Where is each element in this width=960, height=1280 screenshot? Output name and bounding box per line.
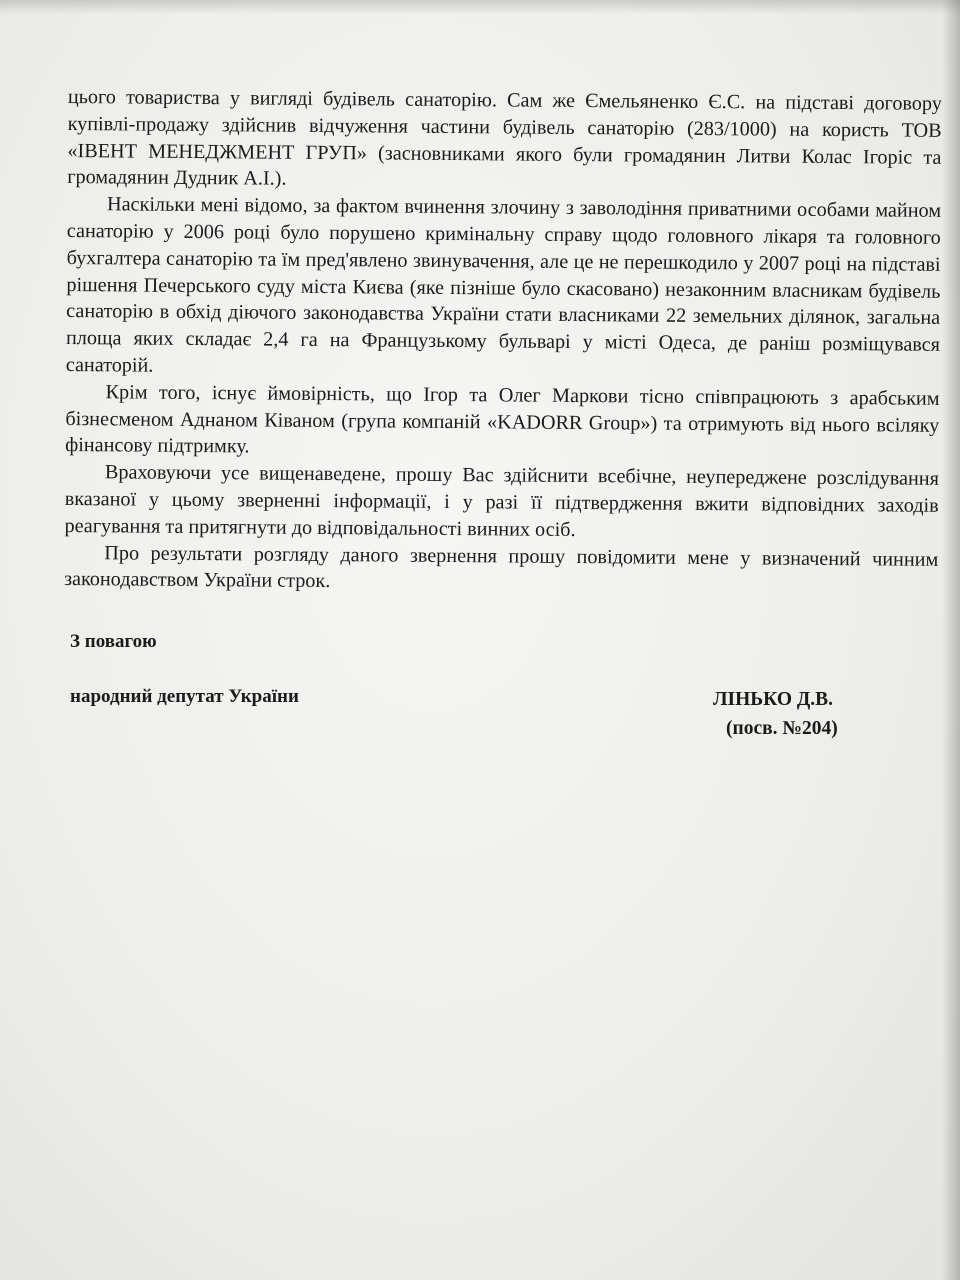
paragraph-continuation: цього товариства у вигляді будівель санаторію. Сам же Ємельяненко Є.С. на підставі договору купівлі-продажу здійснив відчуження частини будівель санаторію (283/1000) на користь ТОВ «ІВЕНТ МЕНЕДЖМЕНТ ГРУП» (засновниками якого були громадянин Литви Колас Ігоріс та громадянин Дудник А.І.).	[67, 85, 942, 191]
right-edge-shadow	[942, 0, 960, 1280]
closing-phrase: З повагою	[70, 631, 157, 652]
paragraph-cooperation: Крім того, існує ймовірність, що Ігор та Олег Маркови тісно співпрацюють з арабським бізнесменом Аднаном Ківаном (група компаній «KADORR Group») та отримують від нього всіляку фінансову підтримку.	[65, 381, 940, 458]
certificate-number: (посв. №204)	[726, 718, 838, 739]
paragraph-criminal-case: Наскільки мені відомо, за фактом вчинення злочину з заволодіння приватними особами майном санаторію у 2006 році було порушено кримінальну справу щодо головного лікаря та головного бухгалтера санаторію та їм пред'явлено звинувачення, але це не перешкодило у 2007 році на підставі рішення Печерського суду міста Києва (яке пізніше було скасовано) незаконним власникам будівель санаторію в обхід діючого законодавства України стати власниками 22 земельних ділянок, загальна площа яких складає 2,4 га на Французькому бульварі у місті Одеса, де раніш розміщувався санаторій.	[65, 193, 942, 377]
paragraph-request: Враховуючи усе вищенаведене, прошу Вас здійснити всебічне, неупереджене розслідування вказаної у цьому зверненні інформації, і у разі її підтвердження вжити відповідних заходів реагування та притягнути до відповідальності винних осіб.	[64, 461, 940, 541]
top-shadow	[0, 0, 960, 14]
signer-position: народний депутат України	[70, 686, 299, 707]
signer-name: ЛІНЬКО Д.В.	[713, 689, 834, 710]
paragraph-results: Про результати розгляду даного звернення прошу повідомити мене у визначений чинним законодавством України строк.	[64, 541, 939, 593]
letter-body	[64, 84, 942, 600]
